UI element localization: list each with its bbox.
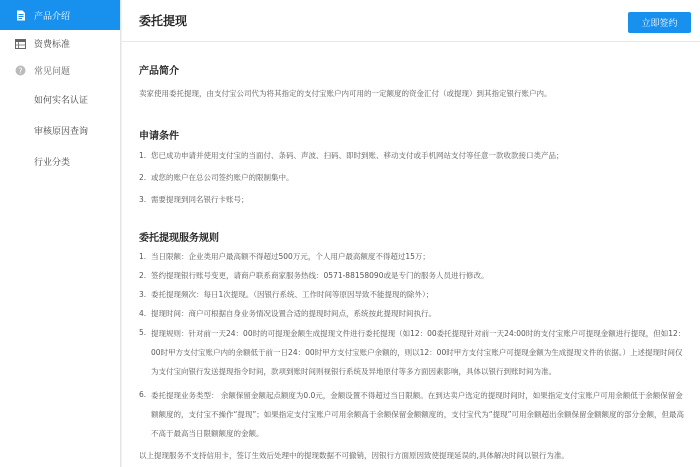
- document-icon: [15, 10, 26, 21]
- intro-text: 卖家使用委托提现，由支付宝公司代为将其指定的支付宝账户内可用的一定额度的资金汇付（或提现）到其指定银行账户内。: [139, 89, 552, 98]
- list-item: 3. 委托提现频次：每日1次提现。（因银行系统、工作时间等原因导致不能提现的除外）；: [139, 290, 434, 299]
- list-item: 2. 或您的账户在总公司签约账户的限制集中。: [139, 173, 294, 182]
- list-item: 1. 当日限额：企业类用户最高额不得超过500万元，个人用户最高额度不得超过15万；: [139, 252, 430, 261]
- sidebar: [0, 0, 121, 467]
- sidebar-item-label: 产品介绍: [34, 11, 71, 22]
- list-item: 6. 委托提现业务类型： 余额保留金额起点额度为0.0元，金额设置不得超过当日限额。在到达卖户选定的提现时间时，如果指定支付宝账户可用余额低于余额保留金额额度的，支付宝不操作“提现”；如果指定支付宝账户可用余额高于余额保留金额额度的，支付宝代为“提现”可用余额超出余额保留金额额度的部分金额，但最高不高于最高当日限额额度的金额。: [139, 389, 685, 438]
- sidebar-item-review-reason[interactable]: [0, 115, 120, 146]
- footer-note: 以上提现服务不支持信用卡，签订生效后处理中的提现数据不可撤销，因银行方面原因致使提现延误的,具体解决时间以银行为准。: [139, 451, 569, 460]
- sidebar-item-label: 如何实名认证: [34, 96, 89, 106]
- conditions-list: [139, 150, 689, 216]
- sidebar-item-product-intro[interactable]: [0, 0, 120, 30]
- sidebar-item-industry-category[interactable]: [0, 146, 120, 177]
- list-item: 1. 您已成功申请并使用支付宝的当面付、条码、声波、扫码、即时到账、移动支付或手机网站支付等任意一款收款接口类产品；: [139, 151, 564, 160]
- list-item: 4. 提现时间：商户可根据自身业务情况设置合适的提现时间点，系统按此提现时间执行。: [139, 309, 436, 318]
- question-circle-icon: [15, 65, 26, 76]
- table-icon: [15, 38, 26, 49]
- sidebar-item-label: 行业分类: [34, 158, 71, 168]
- sidebar-group-label: 常见问题: [34, 67, 71, 77]
- sidebar-group-faq[interactable]: [0, 57, 120, 84]
- conditions-title: 申请条件: [139, 131, 179, 142]
- rules-title: 委托提现服务规则: [139, 233, 219, 244]
- sign-now-button[interactable]: 立即签约: [628, 12, 691, 33]
- list-item: 3. 需要提现到同名银行卡账号；: [139, 195, 249, 204]
- sidebar-item-label: 资费标准: [34, 40, 71, 50]
- page-title: 委托提现: [139, 14, 188, 28]
- list-item: 5. 提现规则：针对前一天24：00时的可提现金额生成提现文件进行委托提现（如12：00委托提现针对前一天24:00时的支付宝账户可提现金额进行提现，但如12：00时甲方支付宝账户内的余额低于前一日24：00时甲方支付宝账户余额的，则以12：00时甲方支付宝账户可提现金额为生成提现文件的依据。）上述提现时间仅为支付宝向银行发送提现指令时间，款项到账时间则视银行系统及异地原付等多方面因素影响，具体以银行到账时间为准。: [139, 328, 686, 376]
- page-header: [122, 0, 700, 42]
- main-panel: [122, 0, 700, 467]
- sidebar-item-fee-standard[interactable]: [0, 30, 120, 57]
- sidebar-item-label: 审核原因查询: [34, 127, 89, 137]
- list-item: 2. 签约提现银行账号变更，请商户联系商家服务热线：0571-88158090或是专门的服务人员进行修改。: [139, 271, 489, 280]
- intro-title: 产品简介: [139, 66, 179, 77]
- rules-list: [139, 252, 689, 451]
- svg-text:?: ?: [18, 66, 23, 76]
- sidebar-item-realname-auth[interactable]: [0, 84, 120, 115]
